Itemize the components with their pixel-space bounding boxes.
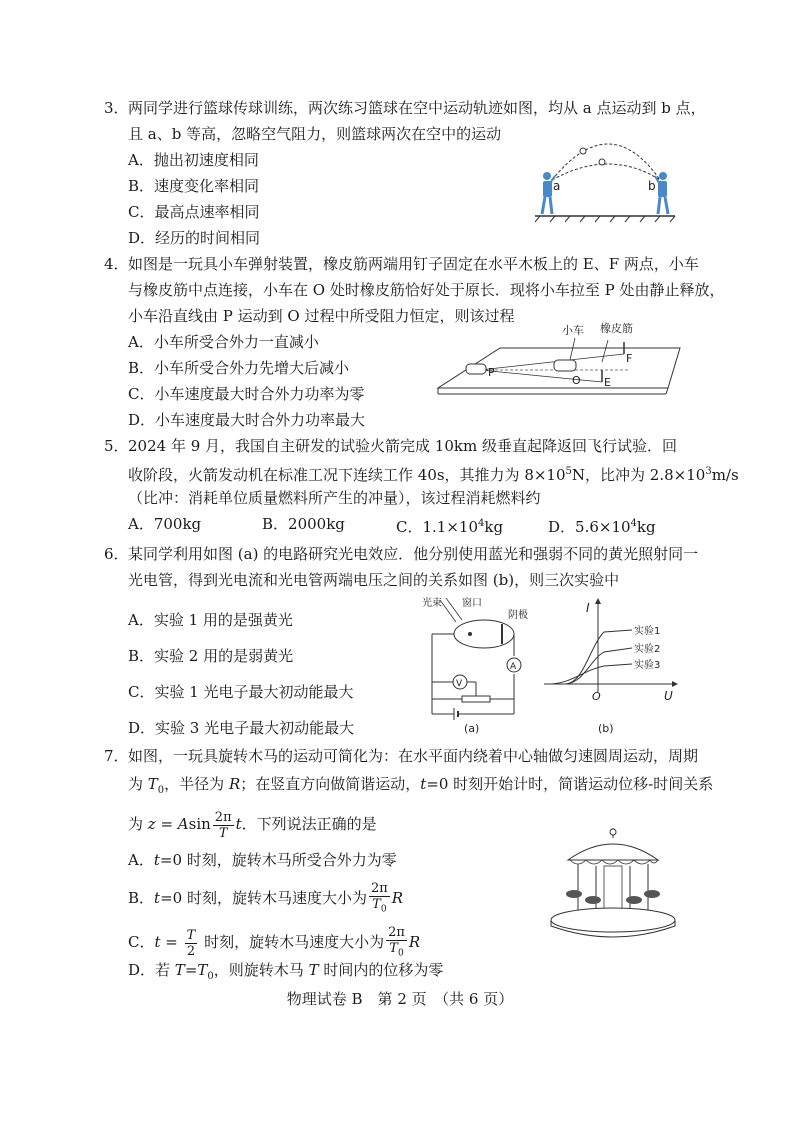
- question-stem-line: 与橡皮筋中点连接，小车在 O 处时橡皮筋恰好处于原长．现将小车拉至 P 处由静止释放，: [128, 281, 725, 299]
- phototube: [454, 620, 514, 648]
- option-d[interactable]: D．经历的时间相同: [128, 229, 261, 247]
- label-rubber-band: 橡皮筋: [600, 322, 633, 335]
- current-voltage-graph: [544, 596, 678, 735]
- label-p: P: [488, 366, 495, 379]
- question-stem-line: 光电管，得到光电流和光电管两端电压之间的关系如图 (b)，则三次实验中: [128, 571, 620, 589]
- question-stem-line: 某同学利用如图 (a) 的电路研究光电效应．他分别使用蓝光和强弱不同的黄光照射同一: [128, 545, 699, 563]
- carousel-base: [551, 908, 675, 932]
- question-stem-line: 且 a、b 等高，忽略空气阻力，则篮球两次在空中的运动: [128, 125, 502, 143]
- caption-b: (b): [598, 722, 614, 735]
- option-b[interactable]: B．小车所受合外力先增大后减小: [128, 359, 350, 377]
- legend-exp1: 实验1: [634, 626, 661, 637]
- legend-exp3: 实验3: [634, 660, 661, 671]
- label-ammeter: A: [510, 662, 517, 672]
- option-b[interactable]: B．实验 2 用的是弱黄光: [128, 647, 294, 665]
- option-c[interactable]: C．$1.1\times 10^4kg$: [396, 518, 504, 536]
- option-c[interactable]: C．实验 1 光电子最大初动能最大: [128, 683, 354, 701]
- curve-exp3: [552, 664, 632, 684]
- caption-a: (a): [464, 722, 480, 735]
- curve-exp1: [566, 630, 632, 684]
- option-b[interactable]: B．t=0 时刻，旋转木马速度大小为 $\frac{2\pi}{T_0}$ R: [128, 880, 404, 915]
- photoelectric-circuit-figure: [418, 596, 538, 735]
- question-number: 3．: [104, 99, 129, 117]
- rheostat: [462, 696, 490, 702]
- option-d[interactable]: D．若 $T=T_0$，则旋转木马 T 时间内的位移为零: [128, 961, 444, 982]
- option-d[interactable]: D．实验 3 光电子最大初动能最大: [128, 719, 355, 737]
- question-stem-line: 如图，一玩具旋转木马的运动可简化为：在水平面内绕着中心轴做匀速圆周运动，周期: [128, 747, 699, 765]
- option-a[interactable]: A．抛出初速度相同: [128, 151, 259, 169]
- question-stem-line: 如图是一玩具小车弹射装置，橡皮筋两端用钉子固定在水平木板上的 E、F 两点，小车: [128, 255, 699, 273]
- trajectory-high: [552, 144, 660, 180]
- label-car: 小车: [562, 324, 584, 337]
- label-voltmeter: V: [456, 679, 463, 689]
- option-c[interactable]: C．小车速度最大时合外力功率为零: [128, 385, 365, 403]
- trajectory-low: [552, 164, 660, 180]
- player-b-figure: [655, 172, 668, 214]
- question-number: 6．: [104, 545, 129, 563]
- option-d[interactable]: D．$5.6\times 10^4kg$: [548, 518, 656, 536]
- legend-exp2: 实验2: [634, 644, 661, 655]
- car-at-o: [554, 360, 576, 371]
- option-a[interactable]: A．小车所受合外力一直减小: [128, 333, 319, 351]
- question-number: 7．: [104, 747, 129, 765]
- question-stem-line: （比冲：消耗单位质量燃料所产生的冲量），该过程消耗燃料约: [128, 489, 541, 507]
- toy-car-launcher-figure: [430, 318, 680, 398]
- label-o: O: [572, 374, 581, 387]
- label-point-a: a: [553, 179, 561, 193]
- axis-label-i: I: [586, 601, 590, 615]
- option-b[interactable]: B．速度变化率相同: [128, 177, 260, 195]
- question-stem-line: 为 $T_0$，半径为 R；在竖直方向做简谐运动，t=0 时刻开始计时，简谐运动位移-时间关系: [128, 775, 714, 796]
- label-e: E: [604, 376, 611, 389]
- page-footer: 物理试卷 B 第 2 页 （共 6 页）: [286, 990, 514, 1008]
- question-number: 4．: [104, 255, 129, 273]
- label-light-beam: 光束: [422, 598, 442, 609]
- option-a[interactable]: A．t=0 时刻，旋转木马所受合外力为零: [128, 851, 397, 869]
- question-stem-line: 小车沿直线由 P 运动到 O 过程中所受阻力恒定，则该过程: [128, 307, 515, 325]
- option-c[interactable]: C．最高点速率相同: [128, 203, 260, 221]
- carousel-roof: [568, 844, 658, 860]
- label-window: 窗口: [462, 598, 482, 609]
- option-a[interactable]: A．700kg: [128, 515, 202, 533]
- question-stem-line: 为 z = Asin $\frac{2\pi}{T}$ t．下列说法正确的是: [128, 809, 377, 841]
- label-cathode: 阴极: [508, 610, 528, 621]
- label-f: F: [626, 352, 633, 365]
- question-stem-line: 收阶段，火箭发动机在标准工况下连续工作 40s，其推力为 $8\times 10^5N$，比冲为 $2.8\times 10^3m/s$: [128, 466, 739, 484]
- carousel-figure: [548, 828, 678, 936]
- option-b[interactable]: B．2000kg: [262, 515, 345, 533]
- basketball-trajectory-figure: [530, 138, 680, 228]
- option-d[interactable]: D．小车速度最大时合外力功率最大: [128, 411, 366, 429]
- option-c[interactable]: C．t = $\frac{T}{2}$ 时刻，旋转木马速度大小为 $\frac{2\pi}{T_0}$ R: [128, 924, 421, 959]
- label-point-b: b: [648, 179, 656, 193]
- question-stem-line: 两同学进行篮球传球训练，两次练习篮球在空中运动轨迹如图，均从 a 点运动到 b 点，: [128, 99, 706, 117]
- car-at-p: [466, 364, 486, 374]
- axis-label-u: U: [664, 689, 673, 703]
- origin-label: O: [592, 690, 601, 703]
- option-a[interactable]: A．实验 1 用的是强黄光: [128, 611, 293, 629]
- question-number: 5．: [104, 437, 129, 455]
- question-stem-line: 2024 年 9 月，我国自主研发的试验火箭完成 10km 级垂直起降返回飞行试验．回: [128, 437, 677, 455]
